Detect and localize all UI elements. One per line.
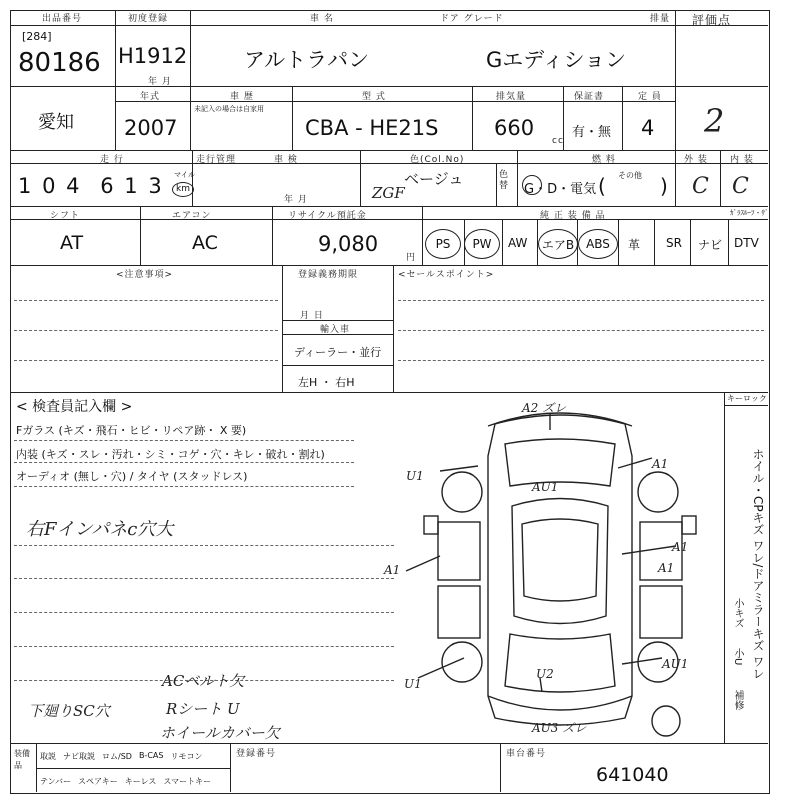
rear-bumper — [488, 696, 632, 710]
equip-sep — [728, 219, 729, 265]
mileage-digit: 0 — [42, 174, 56, 198]
car-body-outline — [488, 415, 632, 725]
inspect-label: 保証書 — [574, 92, 605, 102]
col-line — [115, 10, 116, 150]
inspector-line — [14, 578, 394, 579]
col-line — [140, 206, 141, 265]
row-line — [10, 86, 768, 87]
exterior-value: C — [692, 174, 709, 199]
sales-line — [398, 300, 764, 301]
col-line — [496, 164, 497, 206]
equip-sep — [537, 219, 538, 265]
damage-mark: U1 — [406, 469, 424, 483]
mid-label: 登録義務期限 — [298, 270, 359, 280]
mileage-unit-top: マイル — [174, 171, 195, 179]
first-reg-value: H1912 — [118, 44, 188, 68]
import-label: 輸入車 — [320, 325, 351, 335]
equip-dtv: DTV — [734, 236, 759, 250]
equip-aw: AW — [508, 236, 528, 250]
rear-hatch — [505, 634, 615, 692]
score-label: 評価点 — [692, 13, 732, 27]
col-line — [190, 10, 191, 86]
type-value: CBA - HE21S — [305, 116, 439, 140]
damage-mark: A1 — [384, 563, 401, 577]
legend-text: ホイル・CPキズ ワレ/ドアミラーキズ ワレ — [751, 448, 765, 680]
inspector-line — [14, 486, 354, 487]
ac-label: エアコン — [172, 211, 212, 221]
dealer-label: ディーラー・並行 — [294, 346, 382, 359]
notes-label: <注意事項> — [116, 270, 174, 280]
col-line — [393, 265, 394, 392]
hood — [505, 439, 615, 486]
inspector-line-interior: 内装 (キズ・スレ・汚れ・シミ・コゲ・穴・キレ・破れ・割れ) — [16, 448, 325, 461]
recycle-value: 9,080 — [318, 232, 379, 256]
hand-note: ホイールカバー欠 — [160, 724, 280, 742]
mileage-digit: 1 — [18, 174, 32, 198]
damage-mark: AU1 — [532, 480, 559, 494]
footer-item: ロム/SD — [102, 752, 132, 761]
inspector-line — [14, 440, 354, 441]
row-line — [10, 743, 768, 744]
chassis-label: 車台番号 — [506, 749, 547, 759]
mileage-digit: 6 — [100, 174, 114, 198]
mileage-digit: 3 — [148, 174, 162, 198]
left-front-door — [438, 522, 480, 580]
mirror-right — [682, 516, 696, 534]
col-line — [360, 150, 361, 206]
footer-item: B-CAS — [138, 751, 164, 760]
fuel-label: 燃 料 — [592, 155, 616, 165]
equip-sep — [577, 219, 578, 265]
inspector-line-glass: Fガラス (キズ・飛石・ヒビ・リペア跡・ X 要) — [16, 424, 247, 437]
col-line — [292, 86, 293, 150]
region: 愛知 — [38, 112, 74, 133]
interior-label: 内 装 — [730, 155, 754, 165]
keylock-label: キーロック — [727, 394, 767, 403]
damage-mark: A2 ズレ — [522, 401, 567, 415]
score-value: 2 — [704, 102, 725, 140]
fuel-other: その他 — [618, 171, 642, 180]
footer-line — [36, 768, 230, 769]
model-value: アルトラパン — [244, 48, 370, 72]
lot-number: 80186 — [18, 48, 101, 78]
handle-label: 左H ・ 右H — [298, 376, 355, 389]
damage-pointer — [622, 658, 662, 664]
recycle-unit: 円 — [406, 253, 417, 263]
damage-pointer — [622, 546, 676, 554]
mileage-unit: km — [172, 182, 194, 197]
lot-sub: [284] — [22, 30, 52, 43]
inspect-value: 有・無 — [572, 125, 612, 140]
first-reg-label: 初度登録 — [128, 14, 169, 24]
wheel-rl — [442, 642, 482, 682]
first-reg-unit: 年 月 — [148, 77, 172, 87]
damage-mark: A1 — [672, 540, 689, 554]
odo-label: 走行管理 — [196, 155, 237, 165]
inspector-line — [14, 545, 394, 546]
notes-line — [14, 300, 278, 301]
damage-pointer — [406, 556, 440, 571]
row-line — [282, 320, 393, 321]
model-label: 車 名 — [310, 14, 334, 24]
footer-item: スマートキー — [163, 777, 212, 786]
inspector-line — [14, 462, 354, 463]
inspector-line — [14, 612, 394, 613]
footer-item: テンバー — [40, 777, 72, 786]
col-line — [724, 392, 725, 743]
left-rear-door — [438, 586, 480, 638]
row-line — [10, 150, 768, 151]
door-grade-label: ドア グレード — [440, 14, 504, 24]
shaken-unit: 年 月 — [284, 195, 308, 205]
fuel-selected-circle — [522, 175, 542, 195]
footer-item: キーレス — [124, 777, 157, 786]
color-label: 色(Col.No) — [410, 155, 465, 165]
damage-mark: U1 — [404, 677, 422, 691]
col-line — [720, 150, 721, 206]
equip-airbag: エアB — [538, 229, 578, 259]
equip-pw: PW — [464, 229, 500, 259]
sales-label: <セールスポイント> — [398, 270, 495, 280]
legend-small: 小キズ — [732, 598, 743, 628]
keylock-line — [724, 405, 768, 406]
sales-line — [398, 330, 764, 331]
col-line — [675, 10, 676, 206]
hand-note: ACベルト欠 — [162, 672, 245, 690]
row-line — [10, 265, 768, 266]
legend-small: 補修 — [732, 690, 743, 710]
footer-items-top — [40, 751, 202, 762]
inspector-line-audio: オーディオ (無し・穴) / タイヤ (スタッドレス) — [16, 470, 248, 483]
equip-sr: SR — [666, 236, 682, 250]
equip-sep — [654, 219, 655, 265]
damage-mark: A1 — [652, 457, 669, 471]
fuel-options: G・D・電気 — [524, 182, 597, 197]
equip-sep — [464, 219, 465, 265]
exterior-label: 外 装 — [684, 155, 708, 165]
damage-pointer — [440, 466, 478, 471]
footer-item: 取説 — [40, 752, 56, 761]
vehicle-label: 車 歴 — [230, 92, 254, 102]
footer-item: スペアキー — [78, 777, 118, 786]
damage-mark: U2 — [536, 667, 554, 681]
equip-leather: 革 — [628, 238, 641, 252]
shaken-label: 車 検 — [274, 155, 298, 165]
inspector-title: < 検査員記入欄 > — [16, 399, 133, 415]
recycle-label: リサイクル預託金 — [288, 211, 367, 221]
col-line — [422, 206, 423, 265]
notes-line — [14, 330, 278, 331]
notes-line — [14, 360, 278, 361]
disp-value: 660 — [494, 116, 535, 140]
label-line — [10, 25, 768, 26]
damage-pointer — [418, 658, 464, 678]
disp-label: 排気量 — [496, 92, 527, 102]
footer-item: リモコン — [170, 752, 203, 761]
cap-value: 4 — [641, 116, 655, 140]
col-line — [230, 743, 231, 792]
hand-note: Rシート U — [166, 700, 240, 718]
chassis-value: 641040 — [596, 764, 669, 786]
shift-value: AT — [60, 232, 84, 254]
right-rear-door — [640, 586, 682, 638]
spare-wheel — [652, 706, 680, 736]
wheel-fr — [638, 472, 678, 512]
type-label: 型 式 — [362, 92, 386, 102]
damage-mark: AU1 — [662, 657, 689, 671]
year-value: 2007 — [124, 116, 178, 140]
lot-label: 出品番号 — [42, 14, 83, 24]
shift-label: シフト — [50, 211, 81, 221]
col-line — [517, 150, 518, 206]
equip-ps: PS — [425, 229, 461, 259]
footer-label: 装備品 — [14, 749, 30, 770]
row-line — [10, 392, 768, 393]
color-value: ベージュ — [404, 170, 464, 188]
mileage-digits — [18, 174, 162, 198]
legend-small: 小U — [732, 648, 743, 666]
grade-value: Gエディション — [486, 48, 627, 72]
wheel-fl — [442, 472, 482, 512]
disp-unit: cc — [552, 136, 564, 146]
mileage-digit: 1 — [124, 174, 138, 198]
equip-abs: ABS — [578, 229, 618, 259]
mileage-label: 走 行 — [100, 155, 124, 165]
car-damage-diagram — [384, 396, 720, 741]
ac-value: AC — [192, 232, 218, 254]
damage-mark: A1 — [658, 561, 675, 575]
col-line — [500, 743, 501, 792]
year-label: 年式 — [140, 92, 161, 102]
row-line — [282, 365, 393, 366]
color-change-label: 色替 — [499, 170, 509, 191]
mileage-digit: 4 — [66, 174, 80, 198]
row-line — [10, 206, 768, 207]
damage-pointer — [618, 458, 652, 468]
equip-navi: ナビ — [698, 238, 723, 252]
mirror-left — [424, 516, 438, 534]
mid-unit: 月 日 — [300, 311, 324, 321]
vehicle-sub: 未記入の場合は自家用 — [194, 105, 264, 113]
cap-label: 定 員 — [638, 92, 662, 102]
hand-note: 下廻りSC穴 — [28, 702, 110, 720]
cabin — [512, 499, 608, 624]
col-line — [622, 86, 623, 150]
footer-items-bottom — [40, 776, 211, 787]
sales-line — [398, 360, 764, 361]
equip-sep — [690, 219, 691, 265]
col-line — [472, 86, 473, 150]
footer-item: ナビ取説 — [63, 752, 95, 761]
reg-label: 登録番号 — [236, 749, 277, 759]
small-col-label: 排量 — [650, 14, 671, 24]
roof — [522, 519, 598, 601]
equip-right-label: ｶﾞﾗｽﾙｰﾌ・ｻﾞ — [730, 209, 769, 217]
color-code: ZGF — [372, 184, 405, 202]
hand-note: 右Fインパネc穴大 — [26, 519, 174, 540]
col-line — [282, 265, 283, 392]
equip-sep — [502, 219, 503, 265]
inspector-line — [14, 646, 394, 647]
fuel-bracket-open: ( — [598, 174, 606, 198]
damage-mark: AU3 ズレ — [532, 721, 587, 735]
equip-sep — [618, 219, 619, 265]
equip-label: 純 正 装 備 品 — [540, 211, 606, 221]
fuel-bracket-close: ) — [660, 174, 668, 198]
col-line — [190, 86, 191, 150]
col-line — [272, 206, 273, 265]
interior-value: C — [732, 174, 749, 199]
